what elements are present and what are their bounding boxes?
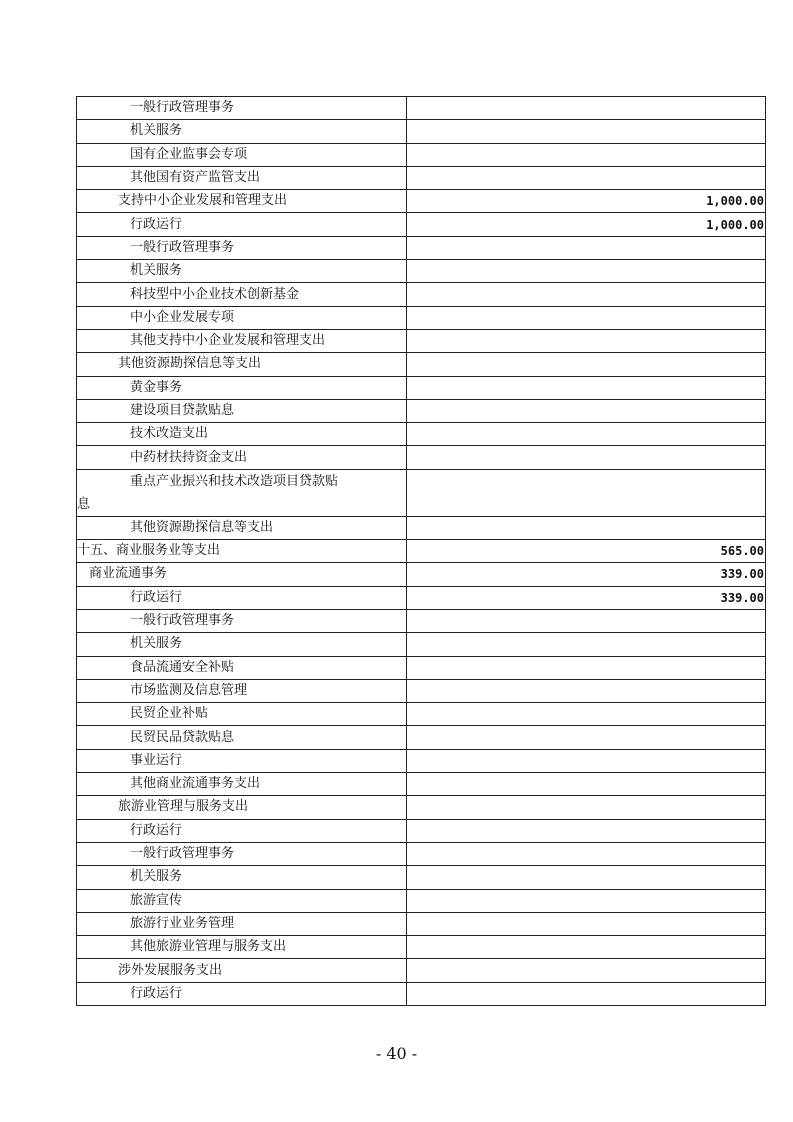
table-row (77, 679, 766, 702)
table-row (77, 399, 766, 422)
amount-cell (407, 97, 766, 120)
table-row (77, 982, 766, 1005)
amount-cell (407, 842, 766, 865)
amount-cell (407, 353, 766, 376)
table-row (77, 609, 766, 632)
table-row (77, 376, 766, 399)
amount-cell: 1,000.00 (407, 190, 766, 213)
table-row (77, 353, 766, 376)
amount-cell (407, 982, 766, 1005)
amount-cell: 565.00 (407, 540, 766, 563)
item-name-cell: 十五、商业服务业等支出 (77, 540, 407, 563)
table-row (77, 423, 766, 446)
amount-cell (407, 726, 766, 749)
item-name-cell: 行政运行 (77, 982, 407, 1005)
table-body (77, 97, 766, 1006)
table-row (77, 912, 766, 935)
item-name-cell: 一般行政管理事务 (77, 842, 407, 865)
item-name-cell: 其他国有资产监管支出 (77, 166, 407, 189)
amount-cell: 1,000.00 (407, 213, 766, 236)
item-name-cell: 旅游行业业务管理 (77, 912, 407, 935)
table-row (77, 143, 766, 166)
item-name-cell: 旅游业管理与服务支出 (77, 796, 407, 819)
amount-cell (407, 399, 766, 422)
table-row (77, 120, 766, 143)
amount-cell: 339.00 (407, 586, 766, 609)
amount-cell (407, 749, 766, 772)
amount-cell (407, 633, 766, 656)
item-name-cell: 机关服务 (77, 866, 407, 889)
amount-cell (407, 166, 766, 189)
table-row (77, 283, 766, 306)
table-row (77, 959, 766, 982)
table-row (77, 726, 766, 749)
amount-cell (407, 423, 766, 446)
item-name-cell: 其他旅游业管理与服务支出 (77, 936, 407, 959)
table-row (77, 563, 766, 586)
item-name-cell: 中小企业发展专项 (77, 306, 407, 329)
item-name-cell: 黄金事务 (77, 376, 407, 399)
amount-cell (407, 959, 766, 982)
item-name: 重点产业振兴和技术改造项目贷款贴 (130, 473, 339, 489)
item-name-cell: 科技型中小企业技术创新基金 (77, 283, 407, 306)
amount-cell (407, 866, 766, 889)
amount-cell (407, 679, 766, 702)
table-row (77, 260, 766, 283)
amount-cell (407, 143, 766, 166)
item-name-cell: 市场监测及信息管理 (77, 679, 407, 702)
amount-cell (407, 469, 766, 516)
table-row (77, 190, 766, 213)
item-name-cell: 行政运行 (77, 586, 407, 609)
amount-cell (407, 329, 766, 352)
item-name-cell: 机关服务 (77, 120, 407, 143)
item-name-cell: 建设项目贷款贴息 (77, 399, 407, 422)
item-name-cell: 行政运行 (77, 213, 407, 236)
table-row (77, 586, 766, 609)
table-row (77, 936, 766, 959)
amount-cell (407, 703, 766, 726)
item-name-cell: 一般行政管理事务 (77, 609, 407, 632)
item-name-continued: 息 (77, 496, 91, 512)
item-name-cell: 中药材扶持资金支出 (77, 446, 407, 469)
table-row (77, 329, 766, 352)
table-row (77, 703, 766, 726)
amount-cell (407, 446, 766, 469)
amount-cell (407, 306, 766, 329)
amount-cell (407, 912, 766, 935)
item-name-cell: 其他支持中小企业发展和管理支出 (77, 329, 407, 352)
table-row (77, 236, 766, 259)
amount-cell (407, 889, 766, 912)
amount-cell (407, 936, 766, 959)
amount-cell (407, 236, 766, 259)
table-row (77, 516, 766, 539)
item-name-cell: 事业运行 (77, 749, 407, 772)
table-row (77, 819, 766, 842)
amount-cell (407, 376, 766, 399)
budget-table (76, 96, 766, 1006)
item-name-cell: 国有企业监事会专项 (77, 143, 407, 166)
amount-cell (407, 516, 766, 539)
table-row (77, 446, 766, 469)
item-name-cell: 机关服务 (77, 633, 407, 656)
table-row (77, 213, 766, 236)
amount-cell (407, 260, 766, 283)
item-name-cell: 支持中小企业发展和管理支出 (77, 190, 407, 213)
table-row (77, 306, 766, 329)
item-name-cell: 技术改造支出 (77, 423, 407, 446)
item-name-cell: 机关服务 (77, 260, 407, 283)
table-row (77, 842, 766, 865)
item-name-cell: 旅游宣传 (77, 889, 407, 912)
item-name-cell: 一般行政管理事务 (77, 236, 407, 259)
table-row (77, 469, 766, 516)
amount-cell (407, 609, 766, 632)
item-name-cell: 其他资源勘探信息等支出 (77, 516, 407, 539)
item-name-cell: 其他商业流通事务支出 (77, 773, 407, 796)
table-row (77, 540, 766, 563)
table-row (77, 796, 766, 819)
table-row (77, 166, 766, 189)
amount-cell (407, 773, 766, 796)
item-name-cell: 民贸民品贷款贴息 (77, 726, 407, 749)
table-row (77, 656, 766, 679)
table-row (77, 866, 766, 889)
table-row (77, 749, 766, 772)
amount-cell (407, 283, 766, 306)
item-name-cell: 行政运行 (77, 819, 407, 842)
item-name-cell (77, 469, 407, 516)
item-name-cell: 一般行政管理事务 (77, 97, 407, 120)
amount-cell (407, 656, 766, 679)
table-row (77, 633, 766, 656)
table-row (77, 889, 766, 912)
item-name-cell: 食品流通安全补贴 (77, 656, 407, 679)
item-name-cell: 其他资源勘探信息等支出 (77, 353, 407, 376)
amount-cell (407, 120, 766, 143)
table-row (77, 773, 766, 796)
amount-cell: 339.00 (407, 563, 766, 586)
item-name-cell: 涉外发展服务支出 (77, 959, 407, 982)
table-row (77, 97, 766, 120)
amount-cell (407, 819, 766, 842)
item-name-cell: 民贸企业补贴 (77, 703, 407, 726)
amount-cell (407, 796, 766, 819)
item-name-cell: 商业流通事务 (77, 563, 407, 586)
page-number: - 40 - (375, 1044, 418, 1063)
